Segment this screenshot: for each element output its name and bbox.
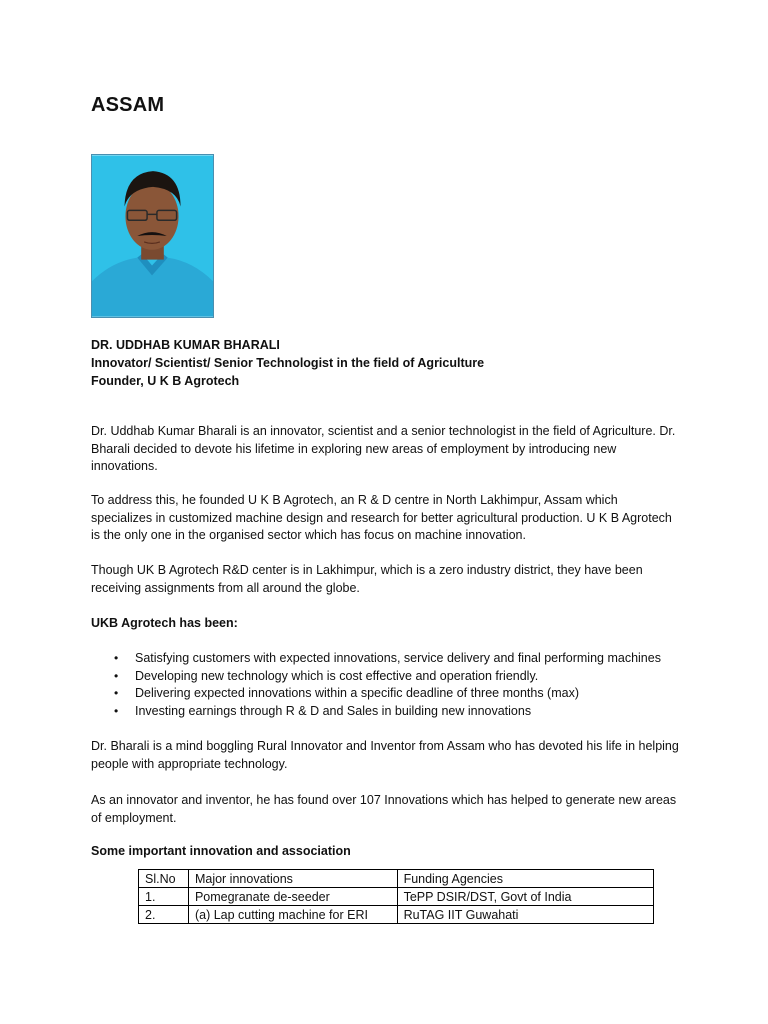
paragraph-innovation-count: As an innovator and inventor, he has found over 107 Innovations which has helped to generate new areas of employment. — [91, 793, 677, 825]
list-item: • Developing new technology which is cost effective and operation friendly. — [91, 668, 691, 686]
column-header-innovations: Major innovations — [188, 870, 397, 888]
portrait-image — [92, 155, 213, 317]
table-cell: TePP DSIR/DST, Govt of India — [397, 888, 653, 906]
paragraph-rural-innovator: Dr. Bharali is a mind boggling Rural Innovator and Inventor from Assam who has devoted his life in helping people with appropriate technology. — [91, 739, 679, 771]
table-cell: RuTAG IIT Guwahati — [397, 906, 653, 924]
page-title: ASSAM — [91, 94, 165, 116]
table-cell: 1. — [139, 888, 189, 906]
bullet-icon: • — [114, 686, 119, 701]
table-cell: Pomegranate de-seeder — [188, 888, 397, 906]
innovations-table — [138, 869, 654, 924]
column-header-slno: Sl.No — [139, 870, 189, 888]
paragraph-intro: Dr. Uddhab Kumar Bharali is an innovator, scientist and a senior technologist in the field of Agriculture. Dr. Bharali decided to devote his lifetime in exploring new areas of employment by introducing new innovations. — [91, 424, 676, 474]
paragraph-location: Though UK B Agrotech R&D center is in Lakhimpur, which is a zero industry district, they have been receiving assignments from all around the globe. — [91, 563, 643, 595]
bullet-icon: • — [114, 703, 119, 718]
list-item: • Delivering expected innovations within a specific deadline of three months (max) — [91, 685, 691, 703]
author-header — [91, 336, 691, 390]
table-cell: (a) Lap cutting machine for ERI — [188, 906, 397, 924]
column-header-funding: Funding Agencies — [397, 870, 653, 888]
section-heading-innovations: Some important innovation and association — [91, 844, 351, 858]
portrait-photo — [91, 154, 214, 318]
bullet-icon: • — [114, 668, 119, 683]
paragraph-founding: To address this, he founded U K B Agrotech, an R & D centre in North Lakhimpur, Assam which specializes in customized machine design and research for better agricultural production. U K B Agrotech is the only one in the organised sector which has focus on machine innovation. — [91, 493, 672, 543]
list-item: • Satisfying customers with expected innovations, service delivery and final performing machines — [91, 650, 691, 668]
bullet-icon: • — [114, 651, 119, 665]
table-cell: 2. — [139, 906, 189, 924]
achievements-list — [91, 650, 691, 720]
table-row — [139, 888, 654, 906]
table-header-row — [139, 870, 654, 888]
list-item: • Investing earnings through R & D and Sales in building new innovations — [91, 703, 691, 721]
section-heading-achievements: UKB Agrotech has been: — [91, 616, 238, 630]
author-role: Innovator/ Scientist/ Senior Technologist in the field of Agriculture — [91, 356, 485, 370]
author-affiliation: Founder, U K B Agrotech — [91, 374, 240, 388]
table-row — [139, 906, 654, 924]
author-name: DR. UDDHAB KUMAR BHARALI — [91, 338, 280, 352]
